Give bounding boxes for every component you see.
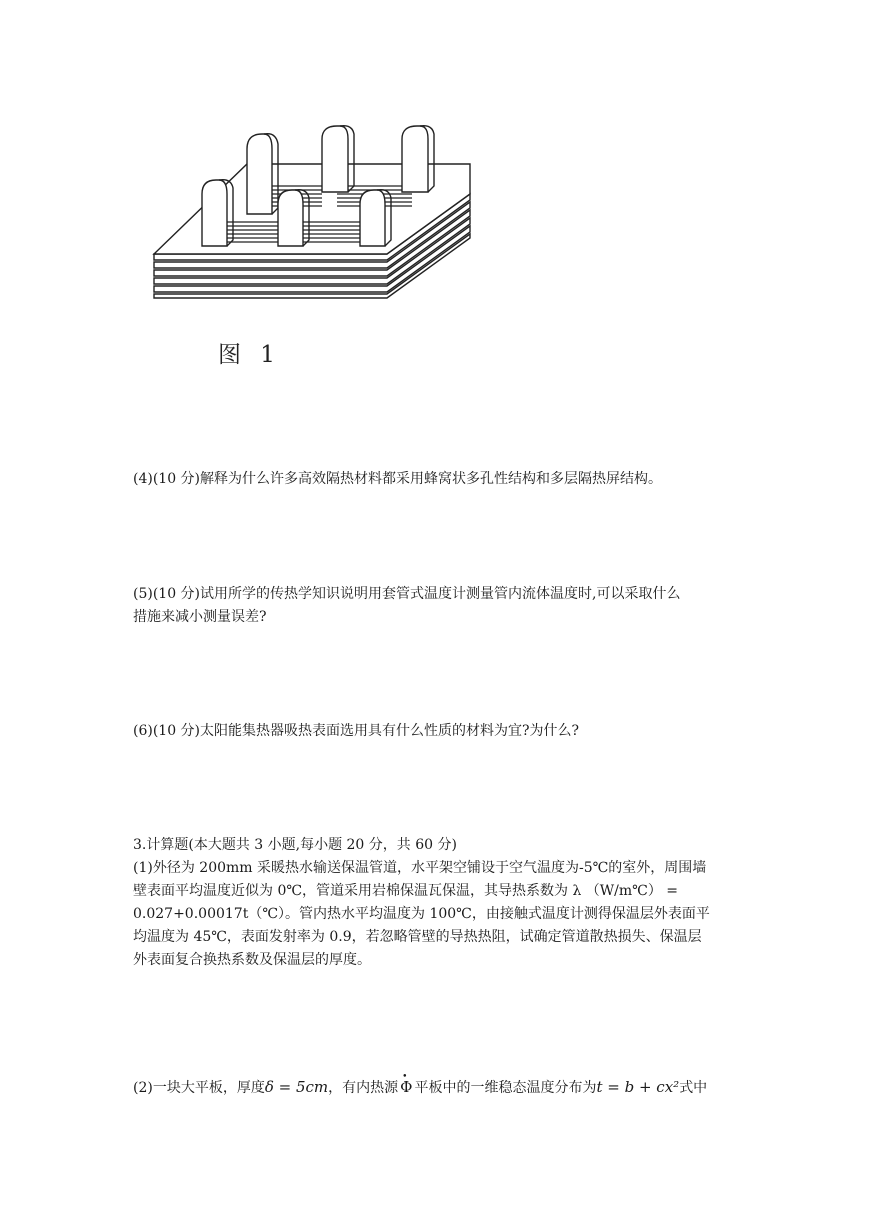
question-6-text: (6)(10 分)太阳能集热器吸热表面选用具有什么性质的材料为宜?为什么? <box>133 723 580 739</box>
problem-2 <box>133 1076 738 1100</box>
multilayer-heat-shield-figure <box>152 124 474 310</box>
question-4-text: (4)(10 分)解释为什么许多高效隔热材料都采用蜂窝状多孔性结构和多层隔热屏结构。 <box>133 471 663 487</box>
question-5-line-1: (5)(10 分)试用所学的传热学知识说明用套管式温度计测量管内流体温度时,可以采取什么 <box>133 586 681 602</box>
problem-1-line-3: 0.027+0.00017t（℃）。管内热水平均温度为 100℃，由接触式温度计测得保温层外表面平 <box>133 906 710 922</box>
thickness-formula: δ = 5cm <box>264 1078 329 1096</box>
question-5-line-2: 措施来减小测量误差? <box>133 609 267 625</box>
problem-1-line-1: (1)外径为 200mm 采暖热水输送保温管道，水平架空铺设于空气温度为-5℃的室外，周围墙 <box>133 860 707 876</box>
problem-2-part-1: (2)一块大平板，厚度 <box>133 1080 265 1096</box>
problem-1-line-4: 均温度为 45℃，表面发射率为 0.9，若忽略管壁的导热热阻，试确定管道散热损失、保温层 <box>133 929 702 945</box>
question-6 <box>133 720 738 743</box>
section-3 <box>133 834 738 972</box>
temperature-distribution-formula: t = b + cx² <box>596 1078 680 1096</box>
problem-2-line <box>133 1076 738 1100</box>
question-4 <box>133 468 738 491</box>
heat-source-symbol: • Φ <box>398 1076 414 1099</box>
question-5 <box>133 583 738 629</box>
figure-caption: 图 1 <box>218 342 281 368</box>
problem-2-part-3: 平板中的一维稳态温度分布为 <box>414 1080 597 1096</box>
problem-2-part-4: 式中 <box>679 1080 708 1096</box>
problem-1-line-2: 壁表面平均温度近似为 0℃，管道采用岩棉保温瓦保温，其导热系数为 λ （W/m℃） = <box>133 883 679 899</box>
problem-1-line-5: 外表面复合换热系数及保温层的厚度。 <box>133 952 371 968</box>
heat-shield-stack-icon <box>152 124 474 310</box>
section-3-heading: 3.计算题(本大题共 3 小题,每小题 20 分，共 60 分) <box>133 837 457 853</box>
problem-2-part-2: ，有内热源 <box>328 1080 399 1096</box>
